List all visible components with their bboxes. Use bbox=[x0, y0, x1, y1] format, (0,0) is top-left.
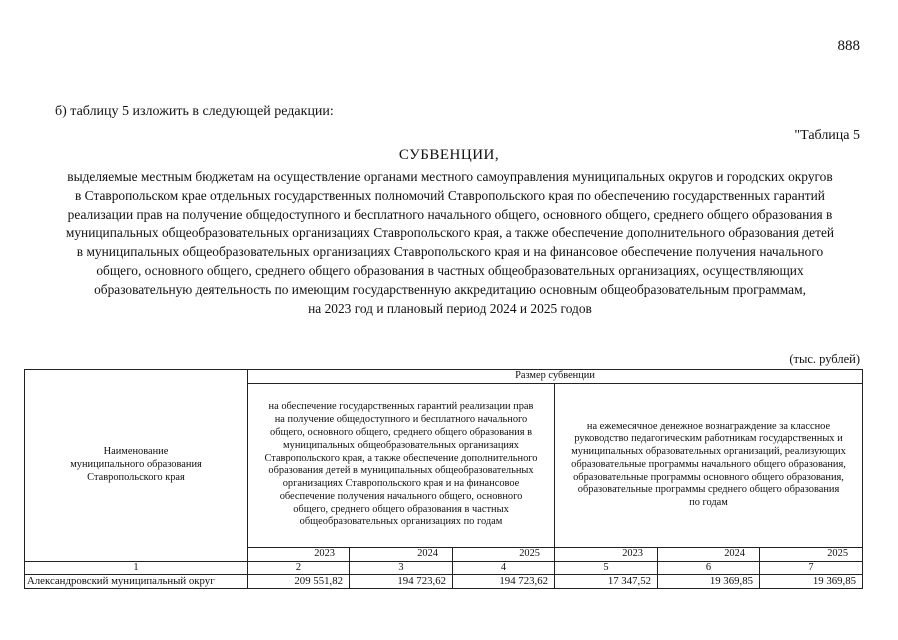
col2-header-line: муниципальных образовательных организаций, реализующих bbox=[571, 446, 846, 458]
year-header: 2025 bbox=[760, 547, 863, 561]
municipality-name-header bbox=[25, 370, 248, 562]
subsidy-value: 19 369,85 bbox=[760, 575, 863, 589]
column-number: 1 bbox=[25, 561, 248, 575]
subtitle-line: муниципальных общеобразовательных организациях Ставропольского края, а также обеспечение дополнительного образования детей bbox=[65, 225, 835, 241]
col2-header-line: руководство педагогическим работникам государственных и bbox=[574, 433, 843, 445]
col1-header-line: организациях Ставропольского края и на финансовое bbox=[282, 478, 520, 490]
col1-header-line: общего, среднего общего образования в частных bbox=[293, 503, 509, 515]
class-teacher-reward-header bbox=[555, 383, 863, 547]
col1-header-line: Ставропольского края, а также обеспечение дополнительного bbox=[264, 452, 538, 464]
col2-header-line: на ежемесячное денежное вознаграждение за классное bbox=[586, 420, 831, 432]
name-header-line: Наименование bbox=[103, 446, 169, 458]
subsidy-value: 194 723,62 bbox=[350, 575, 453, 589]
subtitle-line: выделяемые местным бюджетам на осуществление органами местного самоуправления муниципальных округов и городских округов bbox=[67, 169, 833, 184]
col2-header-line: образовательные программы основного общего образования, bbox=[573, 471, 844, 483]
col1-header-line: на получение общедоступного и бесплатного начального bbox=[274, 414, 528, 426]
column-number: 3 bbox=[350, 561, 453, 575]
subtitle-line: на 2023 год и плановый период 2024 и 2025 годов bbox=[308, 300, 592, 316]
subtitle-line: общего, основного общего, среднего общего образования в частных общеобразовательных организациях, осуществляющих bbox=[96, 262, 804, 278]
col2-header-line: по годам bbox=[689, 497, 728, 509]
column-number: 4 bbox=[453, 561, 555, 575]
name-header-line: муниципального образования bbox=[70, 458, 202, 470]
table-row bbox=[25, 575, 863, 589]
column-number: 6 bbox=[658, 561, 760, 575]
subtitle-line: реализации прав на получение общедоступного и бесплатного начального общего, основного общего, среднего общего образования в bbox=[67, 206, 833, 222]
document-title: СУБВЕНЦИИ, bbox=[398, 147, 500, 163]
column-number: 5 bbox=[555, 561, 658, 575]
subsidy-value: 209 551,82 bbox=[248, 575, 350, 589]
year-header: 2024 bbox=[658, 547, 760, 561]
units-label: (тыс. рублей) bbox=[789, 352, 860, 366]
table-reference: "Таблица 5 bbox=[794, 128, 860, 143]
subsidy-value: 19 369,85 bbox=[658, 575, 760, 589]
subtitle-line: образовательную деятельность по имеющим государственную аккредитацию основным общеобразовательным программам, bbox=[94, 281, 806, 297]
col1-header-line: общеобразовательных организациях по годам bbox=[299, 516, 503, 528]
municipality-name: Александровский муниципальный округ bbox=[25, 575, 248, 589]
subsidy-value: 17 347,52 bbox=[555, 575, 658, 589]
intro-text: б) таблицу 5 изложить в следующей редакции: bbox=[55, 104, 334, 119]
column-number: 2 bbox=[248, 561, 350, 575]
subtitle-line: в Ставропольском крае отдельных государственных полномочий Ставропольского края по обеспечению государственных гарантий bbox=[75, 187, 825, 203]
col1-header-line: муниципальных общеобразовательных организациях bbox=[283, 439, 519, 451]
subtitle-line: в муниципальных общеобразовательных организациях Ставропольского края и на финансовое обеспечение получения начального bbox=[76, 244, 824, 260]
education-guarantees-header bbox=[248, 383, 555, 547]
subsidy-table bbox=[24, 369, 863, 589]
page-number: 888 bbox=[837, 38, 860, 54]
document-subtitle bbox=[25, 168, 875, 318]
year-header: 2025 bbox=[453, 547, 555, 561]
col1-header-line: образования детей в муниципальных общеобразовательных bbox=[268, 465, 534, 477]
subsidy-size-header: Размер субвенции bbox=[248, 370, 863, 384]
subsidy-value: 194 723,62 bbox=[453, 575, 555, 589]
col2-header-line: образовательные программы среднего общего образования bbox=[577, 484, 840, 496]
col1-header-line: обеспечение получения начального общего, основного bbox=[279, 490, 523, 502]
col1-header-line: на обеспечение государственных гарантий реализации прав bbox=[268, 401, 534, 413]
year-header: 2024 bbox=[350, 547, 453, 561]
col1-header-line: общего, основного общего, среднего общего образования в bbox=[270, 426, 532, 438]
col2-header-line: образовательные программы начального общего образования, bbox=[571, 458, 846, 470]
name-header-line: Ставропольского края bbox=[87, 471, 185, 483]
column-number: 7 bbox=[760, 561, 863, 575]
year-header: 2023 bbox=[248, 547, 350, 561]
year-header: 2023 bbox=[555, 547, 658, 561]
